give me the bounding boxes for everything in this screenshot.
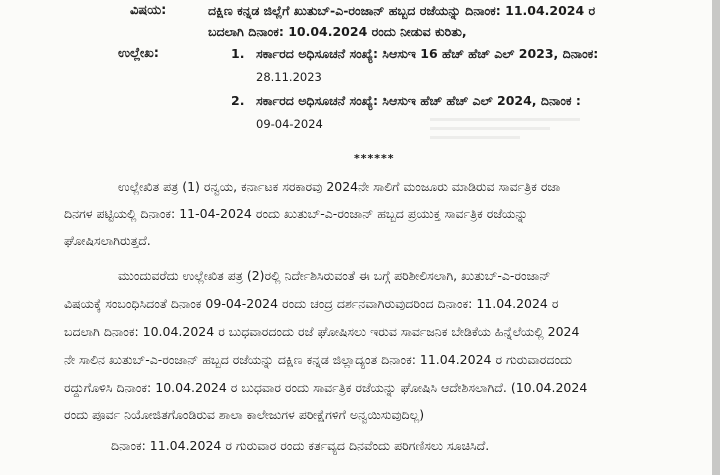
paragraph-2-line-5: ರದ್ದುಗೊಳಿಸಿ ದಿನಾಂಕ: 10.04.2024 ರ ಬುಧವಾರ ರಂದು ಸಾರ್ವತ್ರಿಕ ರಜೆಯನ್ನು ಘೋಷಿಸಿ ಆದೇಶಿಸಲಾಗಿದೆ. (10.04.2024 [64,380,588,395]
reference-2-line-1: ಸರ್ಕಾರದ ಅಧಿಸೂಚನೆ ಸಂಖ್ಯೆ: ಸಿಆಸುಇ ಹೆಚ್ ಹೆಚ್ ಎಲ್ 2024, ದಿನಾಂಕ : [256,93,581,108]
paragraph-2-line-1: ಮುಂದುವರೆದು ಉಲ್ಲೇಖಿತ ಪತ್ರ (2)ರಲ್ಲಿ ನಿರ್ದೇಶಿಸಿರುವಂತೆ ಈ ಬಗ್ಗೆ ಪರಿಶೀಲಿಸಲಾಗಿ, ಖುತುಬ್-ಎ-ರಂಜಾನ್ [118,268,551,283]
paragraph-2-line-4: ನೇ ಸಾಲಿನ ಖುತುಬ್-ಎ-ರಂಜಾನ್ ಹಬ್ಬದ ರಜೆಯನ್ನು ದಕ್ಷಿಣ ಕನ್ನಡ ಜಿಲ್ಲಾದ್ಯಂತ ದಿನಾಂಕ: 11.04.2024 ರ ಗುರುವಾರದಂದು [64,352,573,367]
paragraph-1-line-2: ದಿನಗಳ ಪಟ್ಟಿಯಲ್ಲಿ ದಿನಾಂಕ: 11-04-2024 ರಂದು ಖುತುಬ್-ಎ-ರಂಜಾನ್ ಹಬ್ಬದ ಪ್ರಯುಕ್ತ ಸಾರ್ವತ್ರಿಕ ರಜೆಯನ್ನು [64,206,528,221]
paragraph-3: ದಿನಾಂಕ: 11.04.2024 ರ ಗುರುವಾರ ರಂದು ಕರ್ತವ್ಯದ ದಿನವೆಂದು ಪರಿಗಣಿಸಲು ಸೂಚಿಸಿದೆ. [111,438,490,453]
paragraph-1-line-3: ಘೋಷಿಸಲಾಗಿರುತ್ತದೆ. [64,233,151,248]
reference-2-number: 2. [231,93,245,108]
reference-1-number: 1. [231,46,245,61]
reference-2-line-2: 09-04-2024 [256,117,323,131]
paragraph-2-line-6: ರಂದು ಪೂರ್ವ ನಿಯೋಜಿತಗೊಂಡಿರುವ ಶಾಲಾ ಕಾಲೇಜುಗಳ ಪರೀಕ್ಷೆಗಳಿಗೆ ಅನ್ವಯಿಸುವುದಿಲ್ಲ) [64,407,425,422]
paragraph-1-line-1: ಉಲ್ಲೇಖಿತ ಪತ್ರ (1) ರನ್ವಯ, ಕರ್ನಾಟಕ ಸರಕಾರವು 2024ನೇ ಸಾಲಿಗೆ ಮಂಜೂರು ಮಾಡಿರುವ ಸಾರ್ವತ್ರಿಕ ರಜಾ [118,179,561,194]
subject-line-2: ಬದಲಾಗಿ ದಿನಾಂಕ: 10.04.2024 ರಂದು ನೀಡುವ ಕುರಿತು, [208,24,467,39]
separator: ****** [354,152,395,165]
references-label: ಉಲ್ಲೇಖ: [118,46,159,61]
reference-1-line-1: ಸರ್ಕಾರದ ಅಧಿಸೂಚನೆ ಸಂಖ್ಯೆ: ಸಿಆಸುಇ 16 ಹೆಚ್ ಹೆಚ್ ಎಲ್ 2023, ದಿನಾಂಕ: [256,46,599,61]
bleed-through-text [430,112,600,152]
page-edge-shadow [712,0,720,475]
paragraph-2-line-3: ಬದಲಾಗಿ ದಿನಾಂಕ: 10.04.2024 ರ ಬುಧವಾರದಂದು ರಜೆ ಘೋಷಿಸಲು ಇರುವ ಸಾರ್ವಜನಿಕ ಬೇಡಿಕೆಯ ಹಿನ್ನೆಲೆಯಲ್ಲಿ 2024 [64,324,580,339]
reference-1-line-2: 28.11.2023 [256,70,322,84]
subject-label: ವಿಷಯ: [130,3,167,18]
subject-line-1: ದಕ್ಷಿಣ ಕನ್ನಡ ಜಿಲ್ಲೆಗೆ ಖುತುಬ್-ಎ-ರಂಜಾನ್ ಹಬ್ಬದ ರಜೆಯನ್ನು ದಿನಾಂಕ: 11.04.2024 ರ [208,3,596,18]
paragraph-2-line-2: ವಿಷಯಕ್ಕೆ ಸಂಬಂಧಿಸಿದಂತೆ ದಿನಾಂಕ 09-04-2024 ರಂದು ಚಂದ್ರ ದರ್ಶನವಾಗಿರುವುದರಿಂದ ದಿನಾಂಕ: 11.04.2024 ರ [64,296,559,311]
